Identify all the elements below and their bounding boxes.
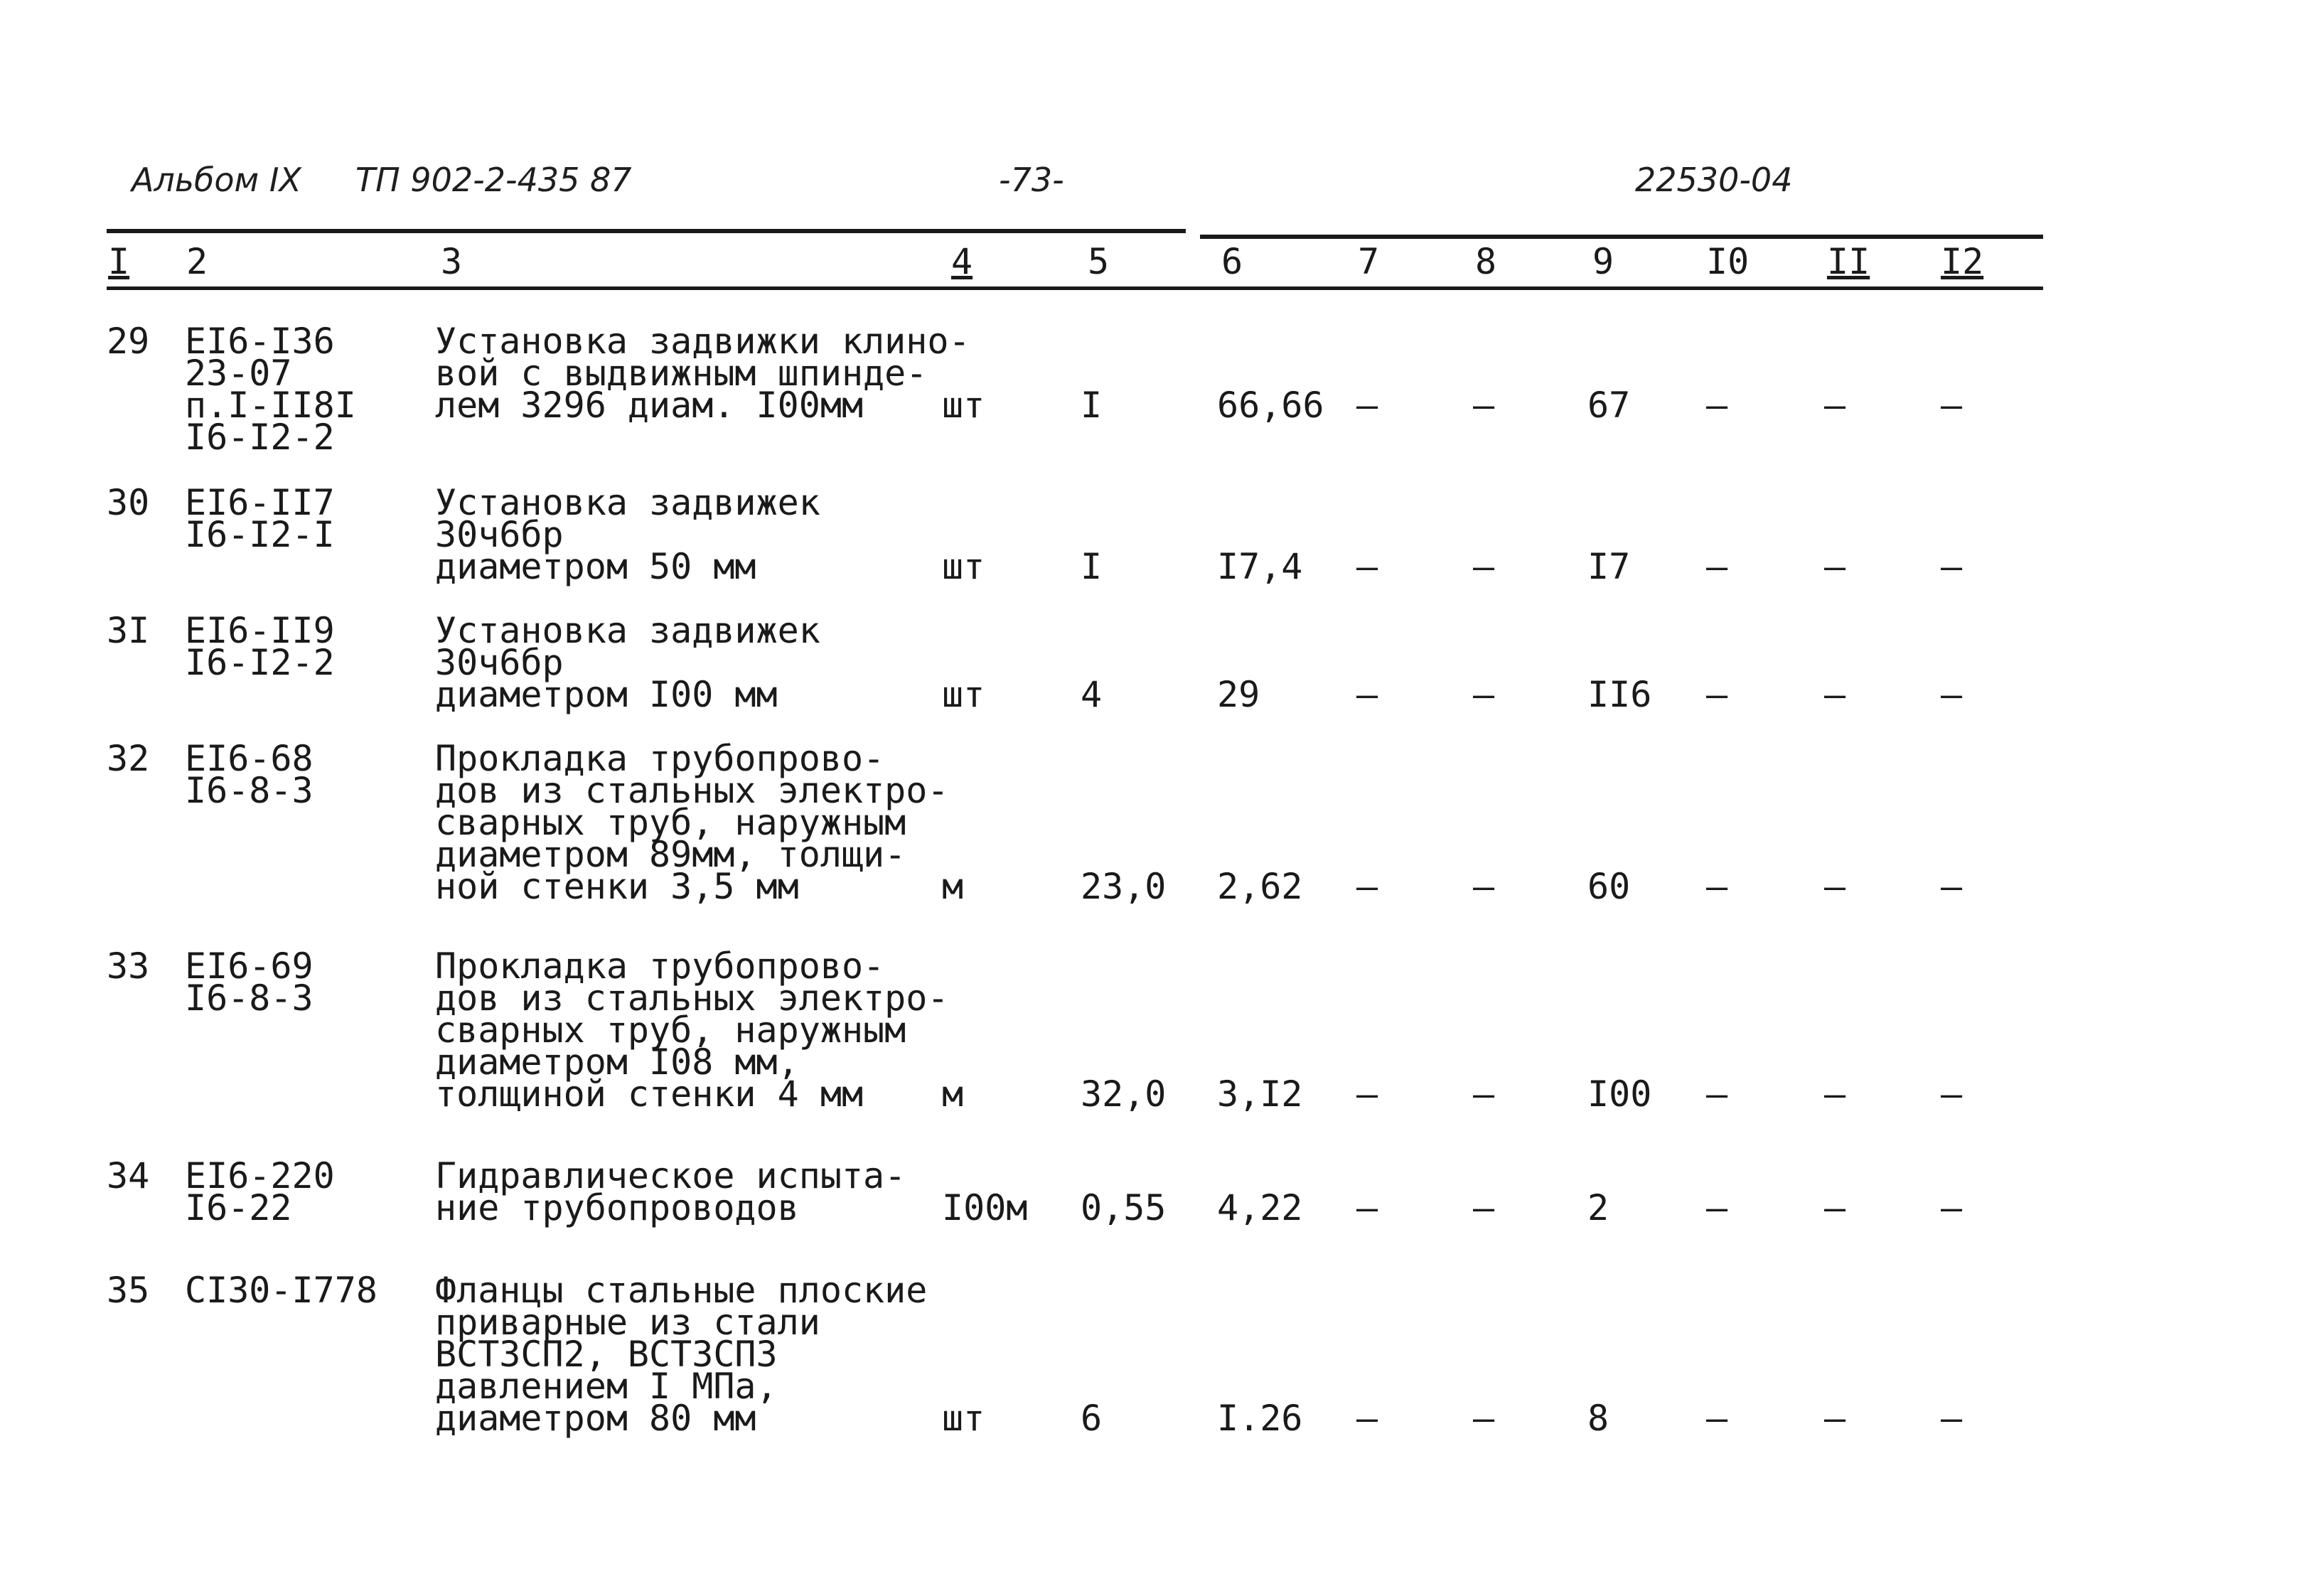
row-col-7: –: [1356, 1073, 1378, 1115]
row-col-10: –: [1706, 546, 1728, 587]
column-header-10: I0: [1706, 241, 1750, 282]
album-label: Альбом IX: [132, 161, 301, 199]
project-code: ТП 902-2-435 87: [355, 161, 632, 199]
row-price: 3,I2: [1217, 1073, 1303, 1115]
row-description: Установка задвижек 30ч6бр диаметром 50 мм: [435, 482, 820, 587]
row-unit: м: [942, 1073, 964, 1115]
column-header-9: 9: [1592, 241, 1614, 282]
column-header-8: 8: [1475, 241, 1497, 282]
row-price: 66,66: [1217, 385, 1324, 426]
row-col-9: 8: [1587, 1398, 1609, 1439]
page-number: -73-: [999, 161, 1064, 199]
row-col-9: II6: [1587, 674, 1652, 715]
row-col-11: –: [1824, 674, 1846, 715]
row-unit: шт: [942, 674, 985, 715]
row-description: Установка задвижки клино- вой с выдвижным шпинде- лем 3296 диам. I00мм: [435, 321, 970, 426]
row-col-7: –: [1356, 674, 1378, 715]
row-col-9: I00: [1587, 1073, 1652, 1115]
row-number: 34: [107, 1155, 150, 1196]
row-description: Прокладка трубопрово- дов из стальных электро- сварных труб, наружным диаметром I08 мм, толщиной стенки 4 мм: [435, 946, 949, 1115]
row-col-12: –: [1941, 866, 1963, 907]
row-code: EI6-II7 I6-I2-I: [185, 482, 335, 555]
row-col-11: –: [1824, 1073, 1846, 1115]
row-code: EI6-II9 I6-I2-2: [185, 610, 335, 683]
column-header-1: I: [108, 241, 130, 282]
row-col-11: –: [1824, 385, 1846, 426]
row-col-9: 2: [1587, 1187, 1609, 1228]
column-header-3: 3: [441, 241, 463, 282]
row-unit: м: [942, 866, 964, 907]
row-col-11: –: [1824, 546, 1846, 587]
row-col-11: –: [1824, 1398, 1846, 1439]
row-description: Установка задвижек 30ч6бр диаметром I00 мм: [435, 610, 820, 715]
row-col-9: 60: [1587, 866, 1631, 907]
table-header-rule: [107, 286, 2043, 290]
row-description: Фланцы стальные плоские приварные из стали ВСТ3СП2, ВСТ3СП3 давлением I МПа, диаметром 80 мм: [435, 1270, 928, 1439]
row-quantity: I: [1081, 385, 1103, 426]
row-col-8: –: [1473, 674, 1495, 715]
row-col-12: –: [1941, 385, 1963, 426]
row-code: EI6-220 I6-22: [185, 1155, 335, 1228]
row-col-9: I7: [1587, 546, 1631, 587]
row-col-10: –: [1706, 1073, 1728, 1115]
row-quantity: 4: [1081, 674, 1103, 715]
column-header-5: 5: [1088, 241, 1110, 282]
document-code: 22530-04: [1635, 161, 1793, 199]
row-col-10: –: [1706, 1398, 1728, 1439]
row-col-10: –: [1706, 385, 1728, 426]
row-code: CI30-I778: [185, 1270, 377, 1311]
row-quantity: 6: [1081, 1398, 1103, 1439]
row-quantity: 23,0: [1081, 866, 1167, 907]
row-col-7: –: [1356, 546, 1378, 587]
row-number: 33: [107, 946, 150, 987]
row-unit: I00м: [942, 1187, 1028, 1228]
row-price: I7,4: [1217, 546, 1303, 587]
row-unit: шт: [942, 1398, 985, 1439]
row-col-11: –: [1824, 866, 1846, 907]
row-code: EI6-I36 23-07 п.I-II8I I6-I2-2: [185, 321, 356, 458]
row-col-12: –: [1941, 674, 1963, 715]
row-description: Прокладка трубопрово- дов из стальных электро- сварных труб, наружным диаметром 89мм, толщи- ной стенки 3,5 мм: [435, 738, 949, 907]
row-col-12: –: [1941, 1187, 1963, 1228]
row-number: 29: [107, 321, 150, 362]
row-number: 35: [107, 1270, 150, 1311]
row-col-10: –: [1706, 1187, 1728, 1228]
row-col-8: –: [1473, 1073, 1495, 1115]
table-top-rule-right: [1200, 235, 2043, 239]
column-header-4: 4: [951, 241, 973, 282]
row-unit: шт: [942, 546, 985, 587]
row-col-11: –: [1824, 1187, 1846, 1228]
row-col-7: –: [1356, 1187, 1378, 1228]
row-col-7: –: [1356, 866, 1378, 907]
row-number: 3I: [107, 610, 150, 651]
row-quantity: I: [1081, 546, 1103, 587]
column-header-7: 7: [1358, 241, 1380, 282]
row-price: 29: [1217, 674, 1260, 715]
row-description: Гидравлическое испыта- ние трубопроводов: [435, 1155, 906, 1228]
row-unit: шт: [942, 385, 985, 426]
row-number: 30: [107, 482, 150, 523]
row-col-10: –: [1706, 674, 1728, 715]
row-price: 2,62: [1217, 866, 1303, 907]
row-col-8: –: [1473, 1398, 1495, 1439]
row-col-12: –: [1941, 546, 1963, 587]
column-header-12: I2: [1941, 241, 1984, 282]
row-code: EI6-68 I6-8-3: [185, 738, 314, 811]
row-col-12: –: [1941, 1398, 1963, 1439]
row-price: 4,22: [1217, 1187, 1303, 1228]
table-top-rule-left: [107, 229, 1186, 233]
row-code: EI6-69 I6-8-3: [185, 946, 314, 1019]
row-col-10: –: [1706, 866, 1728, 907]
row-number: 32: [107, 738, 150, 779]
row-quantity: 0,55: [1081, 1187, 1167, 1228]
row-col-9: 67: [1587, 385, 1631, 426]
row-col-8: –: [1473, 1187, 1495, 1228]
row-col-8: –: [1473, 385, 1495, 426]
row-col-7: –: [1356, 1398, 1378, 1439]
column-header-6: 6: [1221, 241, 1243, 282]
row-price: I.26: [1217, 1398, 1303, 1439]
column-header-11: II: [1827, 241, 1870, 282]
row-col-12: –: [1941, 1073, 1963, 1115]
row-col-8: –: [1473, 546, 1495, 587]
row-col-7: –: [1356, 385, 1378, 426]
row-col-8: –: [1473, 866, 1495, 907]
column-header-2: 2: [186, 241, 208, 282]
row-quantity: 32,0: [1081, 1073, 1167, 1115]
